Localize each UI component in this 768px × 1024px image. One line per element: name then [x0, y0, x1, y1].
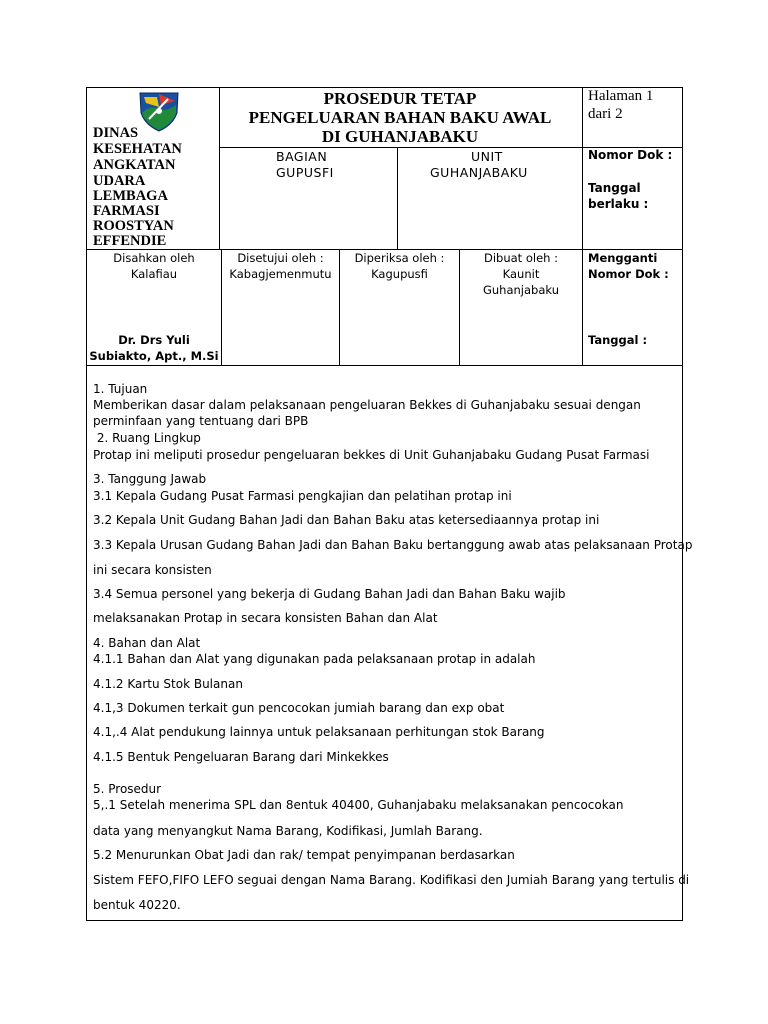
doc-title: PROSEDUR TETAP	[323, 89, 477, 108]
made-by-role: Guhanjabaku	[482, 283, 559, 297]
body-line: data yang menyangkut Nama Barang, Kodifikasi, Jumlah Barang.	[93, 824, 483, 838]
org-line: UDARA	[93, 173, 146, 189]
body-line: perminfaan yang tentuang dari BPB	[93, 414, 309, 428]
page-indicator: dari 2	[588, 106, 623, 122]
body-line: 5,.1 Setelah menerima SPL dan 8entuk 40400, Guhanjabaku melaksanakan pencocokan	[93, 798, 624, 812]
section-heading: 4. Bahan dan Alat	[93, 636, 201, 650]
body-line: 4.1,.4 Alat pendukung lainnya untuk pelaksanaan perhitungan stok Barang	[93, 725, 545, 739]
signer-name: Subiakto, Apt., M.Si	[89, 349, 219, 363]
unit-label: UNIT	[471, 149, 503, 164]
body-line: ini secara konsisten	[93, 563, 212, 577]
body-line: 3.3 Kepala Urusan Gudang Bahan Jadi dan Bahan Baku bertanggung awab atas pelaksanaan Protap	[93, 538, 693, 552]
section-value: GUPUSFI	[276, 165, 334, 180]
section-heading: 2. Ruang Lingkup	[93, 431, 201, 445]
approved-by-label: Disahkan oleh	[113, 251, 195, 265]
body-line: 4.1.1 Bahan dan Alat yang digunakan pada pelaksanaan protap in adalah	[93, 652, 536, 666]
approved-by-role: Kalafiau	[130, 267, 178, 281]
agreed-by-role: Kabagjemenmutu	[229, 267, 332, 281]
replaces-label: Nomor Dok :	[588, 267, 669, 281]
org-line: LEMBAGA	[93, 188, 168, 204]
signer-name: Dr. Drs Yuli	[118, 333, 190, 347]
divider	[582, 88, 583, 365]
effective-date-label: Tanggal	[588, 181, 641, 195]
org-line: KESEHATAN	[93, 141, 182, 157]
section-label: BAGIAN	[276, 149, 328, 164]
body-line: 4.1.5 Bentuk Pengeluaran Barang dari Minkekkes	[93, 750, 389, 764]
shield-logo-icon	[137, 89, 181, 133]
body-line: Protap ini meliputi prosedur pengeluaran bekkes di Unit Guhanjabaku Gudang Pusat Farmasi	[93, 448, 650, 462]
body-line: 3.4 Semua personel yang bekerja di Gudang Bahan Jadi dan Bahan Baku wajib	[93, 587, 566, 601]
body-line: 4.1.2 Kartu Stok Bulanan	[93, 677, 243, 691]
outer-border	[86, 87, 683, 921]
unit-value: GUHANJABAKU	[430, 165, 528, 180]
body-line: 5.2 Menurunkan Obat Jadi dan rak/ tempat penyimpanan berdasarkan	[93, 848, 515, 862]
body-line: 3.1 Kepala Gudang Pusat Farmasi pengkajian dan pelatihan protap ini	[93, 489, 512, 503]
org-line: DINAS	[93, 125, 139, 141]
body-line: Memberikan dasar dalam pelaksanaan pengeluaran Bekkes di Guhanjabaku sesuai dengan	[93, 398, 641, 412]
org-line: FARMASI	[93, 203, 160, 219]
divider	[397, 147, 398, 249]
org-line: ROOSTYAN	[93, 218, 174, 234]
made-by-label: Dibuat oleh :	[484, 251, 558, 265]
section-heading: 3. Tanggung Jawab	[93, 472, 207, 486]
document-number-label: Nomor Dok :	[588, 148, 673, 162]
doc-title: DI GUHANJABAKU	[321, 127, 479, 146]
body-line: 4.1,3 Dokumen terkait gun pencocokan jumiah barang dan exp obat	[93, 701, 505, 715]
agreed-by-label: Disetujui oleh :	[237, 251, 324, 265]
org-line: EFFENDIE	[93, 233, 167, 249]
page-indicator: Halaman 1	[588, 88, 654, 104]
checked-by-role: Kagupusfi	[371, 267, 428, 281]
made-by-role: Kaunit	[502, 267, 540, 281]
section-heading: 5. Prosedur	[93, 782, 162, 796]
checked-by-label: Diperiksa oleh :	[354, 251, 445, 265]
divider	[87, 365, 682, 366]
divider	[87, 249, 682, 250]
doc-title: PENGELUARAN BAHAN BAKU AWAL	[248, 108, 552, 127]
section-heading: 1. Tujuan	[93, 382, 148, 396]
effective-date-label: berlaku :	[588, 197, 649, 211]
body-line: Sistem FEFO,FIFO LEFO seguai dengan Nama Barang. Kodifikasi den Jumiah Barang yang tertulis di	[93, 873, 690, 887]
date-label: Tanggal :	[588, 333, 648, 347]
org-line: ANGKATAN	[93, 157, 176, 173]
body-line: melaksanakan Protap in secara konsisten Bahan dan Alat	[93, 611, 438, 625]
body-line: 3.2 Kepala Unit Gudang Bahan Jadi dan Bahan Baku atas ketersediaannya protap ini	[93, 513, 600, 527]
body-line: bentuk 40220.	[93, 898, 181, 912]
replaces-label: Mengganti	[588, 251, 658, 265]
